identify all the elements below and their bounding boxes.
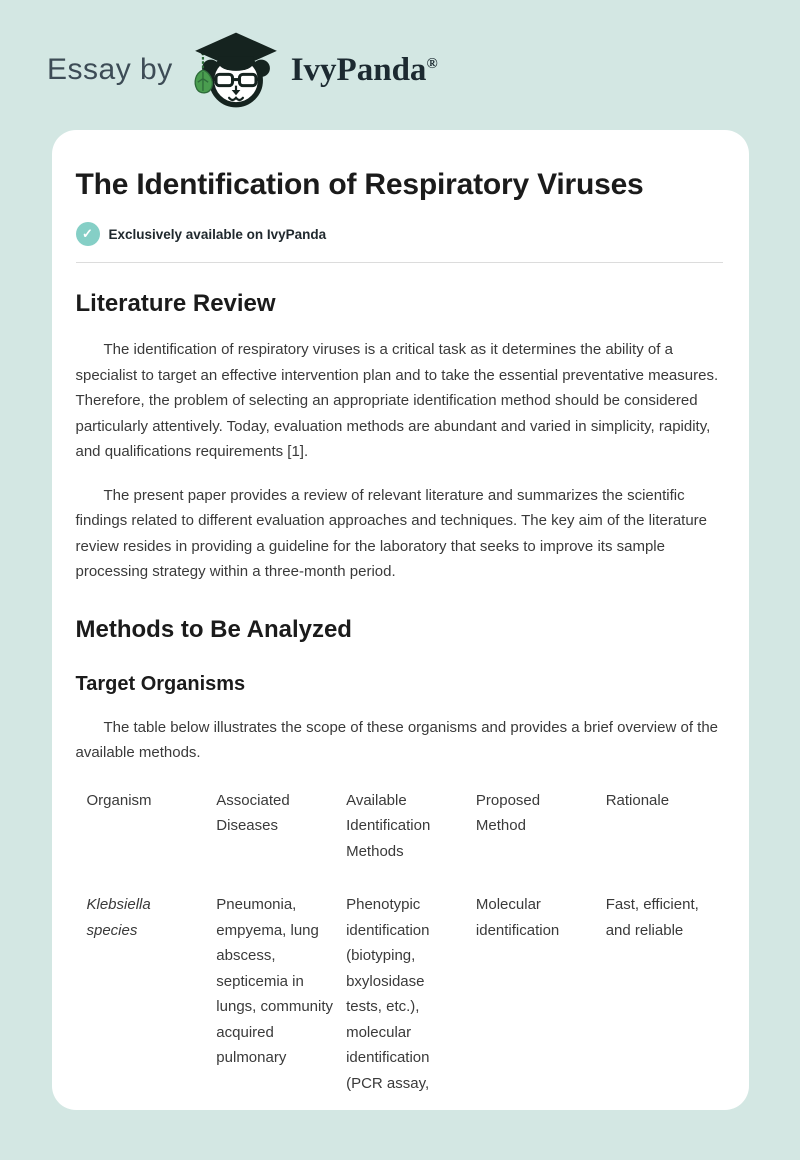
cell-proposed-method: Molecular identification bbox=[475, 896, 560, 939]
column-header-associated-diseases: Associated Diseases bbox=[216, 791, 290, 834]
column-header-identification-methods: Available Identification Methods bbox=[346, 791, 431, 860]
paragraph: The table below illustrates the scope of these organisms and provides a brief overview of the available methods. bbox=[75, 718, 719, 761]
cell-rationale: Fast, efficient, and reliable bbox=[605, 896, 699, 939]
column-header-organism: Organism bbox=[86, 791, 152, 809]
paragraph: The identification of respiratory viruses is a critical task as it determines the ability of a specialist to target an effective intervention plan and to take the essential preventative measures. Therefore, the problem of selecting an appropriate identification method should be considered particularly attentively. Today, evaluation methods are abundant and varied in simplicity, rapidity, and qualifications requirements [1]. bbox=[75, 341, 719, 460]
essay-by-label: Essay by bbox=[47, 53, 173, 86]
table-header-row bbox=[87, 788, 723, 865]
cell-associated-diseases: Pneumonia, empyema, lung abscess, septicemia in lungs, community acquired pulmonary bbox=[216, 896, 334, 1066]
cell-organism: Klebsiella species bbox=[86, 896, 151, 939]
panda-graduate-logo bbox=[187, 30, 285, 110]
table-row bbox=[87, 892, 723, 1096]
column-header-rationale: Rationale bbox=[605, 791, 670, 809]
site-header bbox=[0, 0, 800, 130]
cell-identification-methods: Phenotypic identification (biotyping, bxylosidase tests, etc.), molecular identification (PCR assay, bbox=[346, 896, 430, 1092]
brand-name: IvyPanda bbox=[290, 51, 427, 88]
essay-title: The Identification of Respiratory Viruses bbox=[75, 168, 644, 201]
literature-review-heading: Literature Review bbox=[75, 290, 276, 317]
brand-wordmark bbox=[291, 52, 438, 89]
methods-heading: Methods to Be Analyzed bbox=[75, 615, 352, 643]
exclusive-badge-label: Exclusively available on IvyPanda bbox=[108, 226, 327, 242]
check-icon: ✓ bbox=[76, 222, 100, 246]
column-header-proposed-method: Proposed Method bbox=[475, 791, 541, 834]
divider bbox=[76, 262, 723, 263]
exclusive-badge bbox=[76, 222, 723, 246]
paragraph: The present paper provides a review of relevant literature and summarizes the scientific findings related to different evaluation approaches and techniques. The key aim of the literature review resides in providing a guideline for the laboratory that seeks to improve its sample processing strategy within a three-month period. bbox=[75, 486, 708, 580]
organisms-table bbox=[76, 788, 723, 1097]
essay-card bbox=[52, 130, 749, 1110]
registered-mark: ® bbox=[426, 55, 438, 72]
target-organisms-heading: Target Organisms bbox=[75, 672, 246, 695]
